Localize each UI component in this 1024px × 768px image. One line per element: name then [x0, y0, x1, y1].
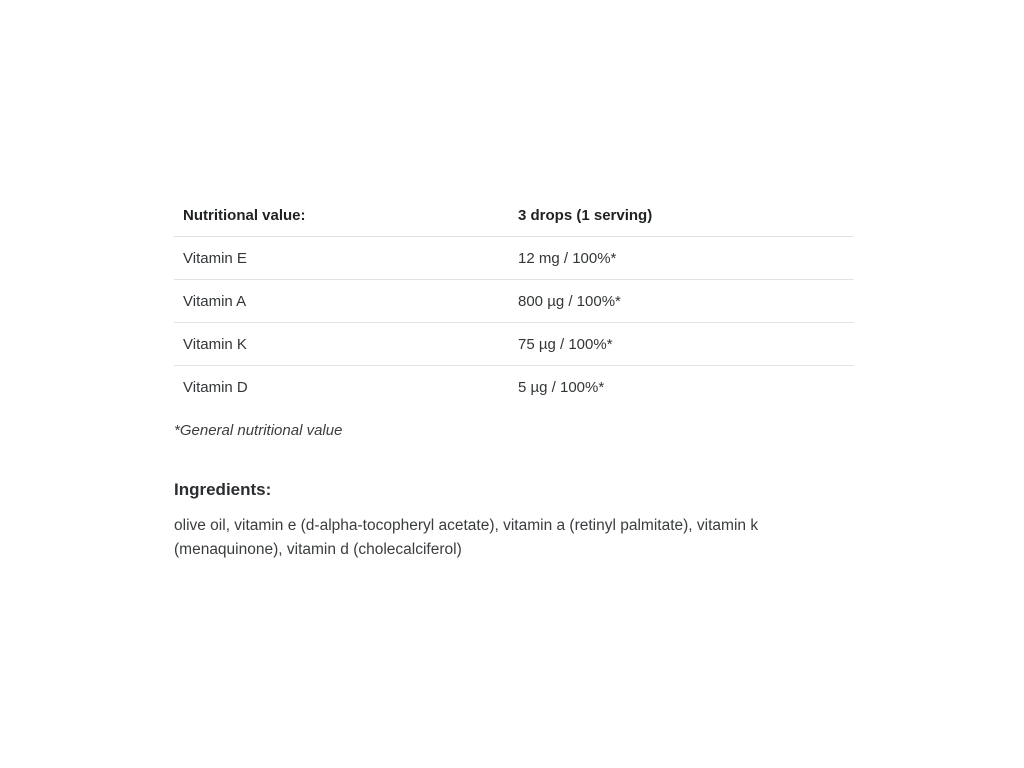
ingredients-heading: Ingredients:	[174, 480, 272, 499]
nutrition-footnote: *General nutritional value	[174, 422, 343, 439]
ingredients-text: olive oil, vitamin e (d-alpha-tocopheryl acetate), vitamin a (retinyl palmitate), vitamin k (menaquinone), vitamin d (cholecalciferol)	[174, 517, 759, 558]
nutrition-header-serving: 3 drops (1 serving)	[509, 194, 854, 237]
nutrition-table	[174, 194, 854, 408]
nutrient-name: Vitamin K	[174, 323, 509, 366]
table-row	[174, 323, 854, 366]
product-details	[174, 194, 854, 562]
nutrient-name: Vitamin E	[174, 237, 509, 280]
nutrient-value: 12 mg / 100%*	[509, 237, 854, 280]
nutrient-name: Vitamin D	[183, 378, 248, 396]
table-row	[174, 237, 854, 280]
nutrient-value: 75 µg / 100%*	[509, 323, 854, 366]
nutrient-value: 5 µg / 100%*	[518, 378, 605, 396]
table-row	[174, 280, 854, 323]
table-row	[174, 366, 854, 409]
nutrition-header-label: Nutritional value:	[174, 194, 509, 237]
nutrient-value: 800 µg / 100%*	[509, 280, 854, 323]
nutrition-header-row	[174, 194, 854, 237]
nutrient-name: Vitamin A	[174, 280, 509, 323]
